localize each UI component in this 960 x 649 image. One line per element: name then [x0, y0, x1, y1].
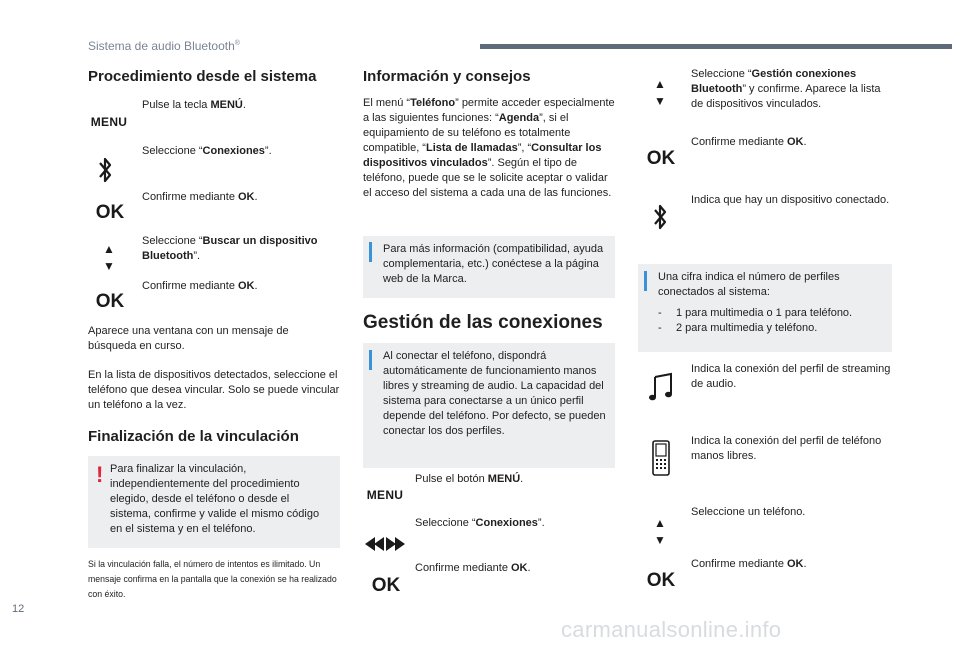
- step-confirm-ok-3: Confirme mediante OK.: [415, 562, 531, 574]
- info-icon: [644, 271, 648, 291]
- ok-button-icon: OK: [646, 148, 676, 169]
- page-number: 12: [12, 603, 25, 615]
- step-press-menu: Pulse la tecla MENÚ.: [142, 99, 246, 111]
- running-header: Sistema de audio Bluetooth®: [88, 39, 240, 53]
- step-select-conexiones-2: Seleccione “Conexiones”.: [415, 517, 545, 529]
- list-bullet: -: [658, 322, 662, 334]
- watermark: carmanualsonline.info: [561, 617, 782, 642]
- note-pairing-attempts: Si la vinculación falla, el número de intentos es ilimitado. Un mensaje confirma en la pantalla que la conexión se ha realizado con éxito.: [88, 559, 337, 600]
- header-bar: [480, 44, 952, 49]
- step-select-conexiones: Seleccione “Conexiones”.: [142, 145, 272, 157]
- info-box-connection: [363, 343, 615, 468]
- phone-icon: [649, 438, 673, 478]
- ok-button-icon: OK: [95, 202, 125, 223]
- bluetooth-icon: [650, 200, 670, 234]
- paragraph-telefono-menu: El menú “Teléfono” permite acceder especialmente a las siguientes funciones: “Agenda”, si el equipamiento de su teléfono es totalmente compatible, “Lista de llamadas”, “Consultar los dispositivos vinculados”. Según el tipo de teléfono, puede que se le solicite aceptar o validar el acceso del sistema a cada una de las funciones.: [363, 97, 615, 199]
- ok-button-icon: OK: [371, 575, 401, 596]
- up-down-arrows-icon: ▲ ▼: [103, 242, 115, 273]
- info-text-website: Para más información (compatibilidad, ayuda complementaria, etc.) conéctese a la página web de la Marca.: [383, 243, 604, 285]
- info-text-connection: Al conectar el teléfono, dispondrá automáticamente de funcionamiento manos libres y streaming de audio. La capacidad del sistema para conectarse a un único perfil depende del teléfono. Por defecto, se pueden conectar los dos perfiles.: [383, 350, 606, 437]
- info-box-profiles: [638, 264, 892, 352]
- step-confirm-ok-2: Confirme mediante OK.: [142, 280, 258, 292]
- step-select-gestion: Seleccione “Gestión conexiones Bluetooth” y confirme. Aparece la lista de dispositivos vinculados.: [691, 68, 881, 110]
- info-text-profiles: Una cifra indica el número de perfiles conectados al sistema:: [658, 271, 840, 298]
- warning-box: [88, 456, 340, 548]
- step-confirm-ok-5: Confirme mediante OK.: [691, 558, 807, 570]
- up-down-arrows-icon: ▲ ▼: [654, 516, 666, 547]
- up-down-arrows-icon: ▲ ▼: [654, 77, 666, 108]
- step-press-menu-2: Pulse el botón MENÚ.: [415, 473, 524, 485]
- step-select-buscar: Seleccione “Buscar un dispositivo Bluetooth”.: [142, 235, 318, 262]
- note-device-connected: Indica que hay un dispositivo conectado.: [691, 194, 890, 206]
- list-bullet: -: [658, 307, 662, 319]
- paragraph-search-message: Aparece una ventana con un mensaje de búsqueda en curso.: [88, 325, 289, 352]
- paragraph-select-phone: En la lista de dispositivos detectados, seleccione el teléfono que desea vincular. Solo se puede vincular un teléfono a la vez.: [88, 369, 340, 411]
- section-title-finalization: Finalización de la vinculación: [88, 428, 299, 445]
- step-select-phone: Seleccione un teléfono.: [691, 506, 806, 518]
- menu-button-icon: MENU: [366, 488, 404, 502]
- left-right-arrows-icon: [362, 534, 408, 554]
- ok-button-icon: OK: [95, 291, 125, 312]
- step-confirm-ok: Confirme mediante OK.: [142, 191, 258, 203]
- info-icon: [369, 350, 373, 370]
- info-icon: [369, 242, 373, 262]
- note-streaming-profile: Indica la conexión del perfil de streaming de audio.: [691, 363, 891, 390]
- ok-button-icon: OK: [646, 570, 676, 591]
- list-item-profiles-1: 1 para multimedia o 1 para teléfono.: [676, 307, 853, 319]
- step-confirm-ok-4: Confirme mediante OK.: [691, 136, 807, 148]
- list-item-profiles-2: 2 para multimedia y teléfono.: [676, 322, 818, 334]
- section-title-info: Información y consejos: [363, 68, 531, 85]
- section-title-connections: Gestión de las conexiones: [363, 312, 603, 333]
- section-title-procedure: Procedimiento desde el sistema: [88, 68, 317, 85]
- info-box-website: [363, 236, 615, 298]
- menu-button-icon: MENU: [90, 115, 128, 129]
- note-handsfree-profile: Indica la conexión del perfil de teléfono manos libres.: [691, 435, 882, 462]
- music-note-icon: [646, 370, 676, 404]
- warning-icon: !: [96, 462, 104, 487]
- warning-text: Para finalizar la vinculación, independientemente del procedimiento elegido, desde el teléfono o desde el sistema, confirme y valide el mismo código en el sistema y en el teléfono.: [110, 463, 320, 535]
- bluetooth-icon: [95, 153, 115, 187]
